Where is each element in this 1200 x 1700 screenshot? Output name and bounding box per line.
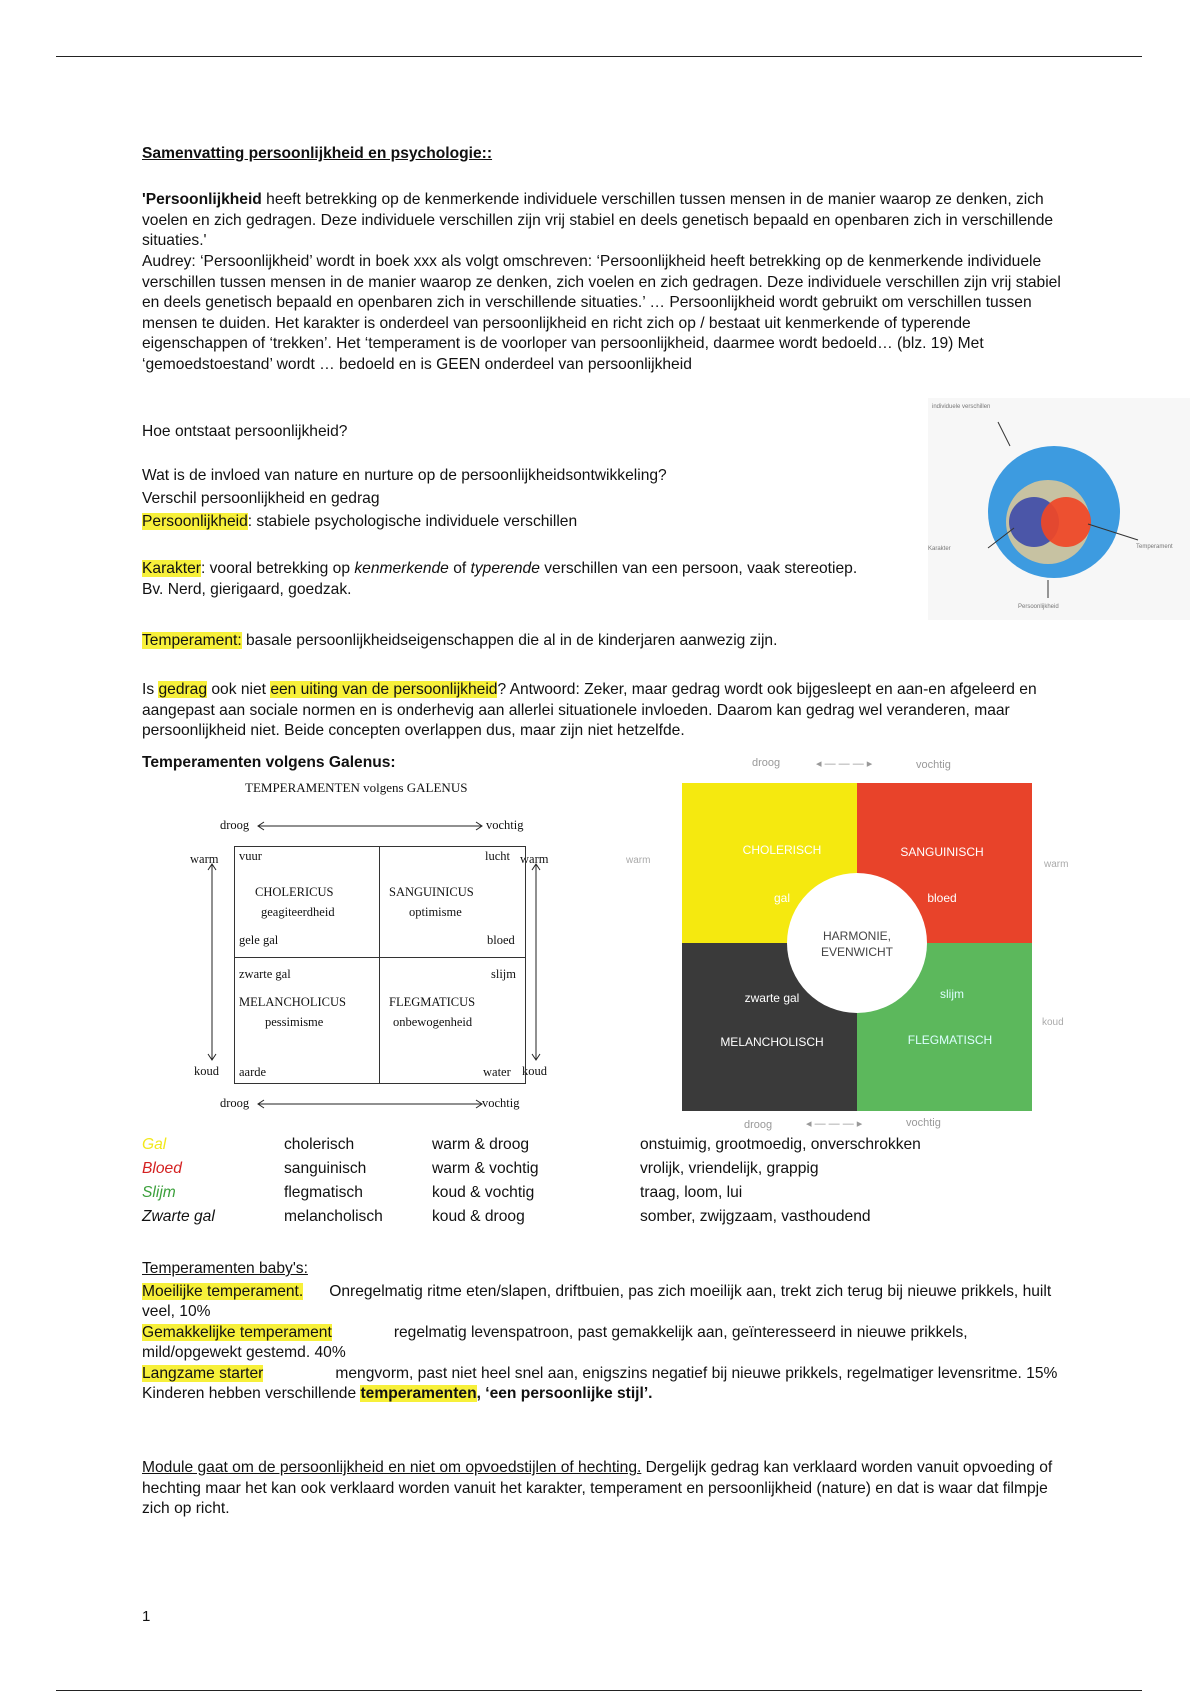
galenus-melancholicus: MELANCHOLICUS [239,995,346,1009]
baby-type-3-term: Langzame starter [142,1364,264,1382]
galenus-bloed: bloed [487,933,515,947]
module-rest: Dergelijk gedrag kan verklaard worden vanuit opvoeding of hechting maar het kan ook verklaard worden vanuit het karakter, temperament en persoonlijkheid (nature) en dat is waar dat filmpje zich op richt. [142,1459,1053,1517]
venn-label-top: individuele verschillen [932,404,991,410]
cq-side-warm-right: warm [1044,859,1069,870]
babies-section [142,1259,1062,1405]
temperament-table [142,1136,1042,1232]
galenus-vochtig-bottom: vochtig [482,1096,520,1110]
temperament-text: basale persoonlijkheidseigenschappen die al in de kinderjaren aanwezig zijn. [241,632,778,649]
table-cell-type: sanguinisch [284,1160,367,1177]
audrey-paragraph: Audrey: ‘Persoonlijkheid’ wordt in boek xxx als volgt omschreven: ‘Persoonlijkheid heeft betrekking op de kenmerkende individuele verschillen tussen mensen in de manier waarop ze denken, zich voelen en zich gedragen. Deze individuele verschillen zijn vrij stabiel en deels genetisch bepaald en openbaren zich in verschillende situaties.’ … Persoonlijkheid wordt gebruikt om verschillen tussen mensen te duiden. Het karakter is onderdeel van persoonlijkheid en richt zich op / bestaat uit kenmerkende of typerende eigenschappen of ‘trekken’. Het ‘temperament is de voorloper van persoonlijkheid, daarmee wordt bedoeld… (blz. 19) Met ‘gemoedstoestand’ wordt … bedoeld en is GEEN onderdeel van persoonlijkheid [142,253,1061,373]
galenus-aarde: aarde [239,1065,267,1079]
cq-melancholisch: MELANCHOLISCH [720,1035,824,1049]
galenus-vochtig-top: vochtig [486,818,524,832]
cq-flegmatisch: FLEGMATISCH [907,1033,993,1047]
table-row [142,1184,1042,1208]
kids-highlight: temperamenten [360,1385,477,1402]
table-cell-type: cholerisch [284,1136,355,1153]
baby-type-3-desc: mengvorm, past niet heel snel aan, enigszins negatief bij nieuwe prikkels, regelmatiger levensritme. 15% [335,1364,1058,1382]
galenus-slijm: slijm [491,967,517,981]
baby-type-3 [142,1364,1062,1385]
galenus-vuur: vuur [239,849,262,863]
gedrag-text-a: Is [142,681,159,698]
kids-text-a: Kinderen hebben verschillende [142,1385,361,1402]
galenus-droog-top: droog [220,818,250,832]
table-row [142,1136,1042,1160]
cq-top-droog: droog [752,757,781,769]
table-cell-qual: warm & vochtig [432,1160,539,1177]
galenus-heading: Temperamenten volgens Galenus: [142,754,396,771]
module-underlined: Module gaat om de persoonlijkheid en niet om opvoedstijlen of hechting. [142,1459,642,1476]
temperament-term: Temperament: [142,632,242,649]
galenus-koud-right: koud [522,1064,547,1078]
baby-type-2-term: Gemakkelijke temperament [142,1323,332,1341]
cq-top-arrow: ◂ — — — ▸ [816,758,873,770]
cq-bloed: bloed [927,891,957,905]
galenus-title: TEMPERAMENTEN volgens GALENUS [245,780,468,795]
persoonlijkheid-term: Persoonlijkheid [142,513,248,530]
cq-bottom-vochtig: vochtig [906,1117,941,1129]
galenus-warm-left: warm [190,852,219,866]
doc-title: Samenvatting persoonlijkheid en psychologie:: [142,145,493,162]
galenus-droog-bottom: droog [220,1096,250,1110]
karakter-term: Karakter [142,560,201,577]
galenus-melancholicus-sub: pessimisme [265,1015,324,1029]
cq-cholerisch: CHOLERISCH [742,843,822,857]
gedrag-text-b: ook niet [207,681,271,698]
cq-side-warm: warm [626,855,651,866]
karakter-text-c: verschillen van een persoon, vaak stereotiep. Bv. Nerd, gierigaard, goedzak. [142,560,858,598]
table-cell-type: melancholisch [284,1208,383,1225]
cq-bottom-arrow: ◂ — — — ▸ [806,1118,863,1130]
cq-zwarte-gal: zwarte gal [744,991,800,1005]
karakter-italic-1: kenmerkende [354,560,449,577]
karakter-text-a: : vooral betrekking op [200,560,355,577]
question-difference: Verschil persoonlijkheid en gedrag [142,490,380,507]
babies-heading: Temperamenten baby's: [142,1260,308,1277]
galenus-zwarte-gal: zwarte gal [239,967,291,981]
page-number: 1 [142,1608,151,1625]
table-cell-qual: koud & vochtig [432,1184,535,1201]
question-origin: Hoe ontstaat persoonlijkheid? [142,423,348,440]
kids-text-b: , ‘een persoonlijke stijl’. [476,1385,653,1402]
galenus-flegmaticus-sub: onbewogenheid [393,1015,473,1029]
venn-label-bottom: Persoonlijkheid [1018,604,1059,610]
temperament-definition [142,631,777,652]
cq-gal: gal [773,891,790,905]
galenus-water: water [483,1065,511,1079]
cq-center-2: EVENWICHT [821,945,893,959]
venn-label-left: Karakter [928,546,951,552]
karakter-italic-2: typerende [470,560,540,577]
venn-svg [928,398,1190,620]
persoonlijkheid-definition [142,512,577,533]
question-nature-nurture: Wat is de invloed van nature en nurture op de persoonlijkheidsontwikkeling? [142,467,667,484]
baby-type-2 [142,1323,1062,1364]
persoonlijkheid-text: : stabiele psychologische individuele verschillen [247,513,578,530]
galenus-gele-gal: gele gal [239,933,279,947]
karakter-text-b: of [448,560,471,577]
galenus-lucht: lucht [485,849,510,863]
gedrag-paragraph [142,680,1062,742]
cq-sanguinisch: SANGUINISCH [900,845,984,859]
table-cell-qual: warm & droog [432,1136,530,1153]
gedrag-highlight: gedrag [158,681,208,698]
definition-term: 'Persoonlijkheid [142,191,262,208]
galenus-warm-right: warm [520,852,549,866]
karakter-definition [142,559,882,600]
galenus-koud-left: koud [194,1064,219,1078]
venn-diagram [928,398,1190,620]
cq-side-koud: koud [1042,1017,1064,1028]
cq-slijm: slijm [940,987,964,1001]
galenus-sanguinicus-sub: optimisme [409,905,462,919]
definition-paragraph [142,190,1062,252]
baby-type-2-desc: regelmatig levenspatroon, past gemakkelijk aan, geïnteresseerd in nieuwe prikkels, mild/opgewekt gestemd. 40% [142,1323,968,1361]
galenus-cholericus: CHOLERICUS [255,885,334,899]
table-cell-qual: koud & droog [432,1208,525,1225]
galenus-cholericus-sub: geagiteerdheid [261,905,335,919]
table-cell-fluid: Slijm [142,1184,176,1201]
table-row [142,1208,1042,1232]
bottom-rule [56,1690,1142,1691]
table-cell-fluid: Gal [142,1136,167,1153]
cq-grid [682,783,1032,1111]
baby-type-1-term: Moeilijke temperament. [142,1282,304,1300]
kids-sentence [142,1384,1062,1405]
table-cell-type: flegmatisch [284,1184,363,1201]
cq-bottom-droog: droog [744,1119,773,1131]
cq-top-vochtig: vochtig [916,759,951,771]
table-cell-traits: vrolijk, vriendelijk, grappig [640,1160,819,1177]
venn-label-right: Temperament [1136,544,1173,550]
colour-square-diagram [626,755,1076,1135]
baby-type-1 [142,1282,1062,1323]
table-cell-fluid: Bloed [142,1160,182,1177]
table-cell-traits: onstuimig, grootmoedig, onverschrokken [640,1136,921,1153]
uiting-highlight: een uiting van de persoonlijkheid [270,681,498,698]
table-cell-traits: somber, zwijgzaam, vasthoudend [640,1208,871,1225]
galenus-diagram [190,774,550,1114]
galenus-sanguinicus: SANGUINICUS [389,885,474,899]
temperament-table-rows [142,1136,1042,1232]
table-cell-traits: traag, loom, lui [640,1184,743,1201]
venn-temperament-circle [1041,497,1091,547]
table-row [142,1160,1042,1184]
table-cell-fluid: Zwarte gal [142,1208,215,1225]
definition-text: heeft betrekking op de kenmerkende individuele verschillen tussen mensen in de manier waarop ze denken, zich voelen en zich gedragen. Deze individuele verschillen zijn vrij stabiel en deels genetisch bepaald en openbaren zich in verschillende situaties.' [142,191,1054,249]
top-rule [56,56,1142,57]
galenus-grid [234,846,526,1084]
gedrag-text-c: ? Antwoord: Zeker, maar gedrag wordt ook bijgesleept en aan-en afgeleerd en aangepast aan sociale normen en is onderhevig aan allerlei situationele invloeden. Daarom kan gedrag wel veranderen, maar persoonlijkheid niet. Beide concepten overlappen dus, maar zijn niet hetzelfde. [142,681,1037,739]
venn-arrow-top [998,422,1010,446]
galenus-flegmaticus: FLEGMATICUS [389,995,476,1009]
cq-center-1: HARMONIE, [822,929,891,943]
module-paragraph [142,1458,1062,1520]
baby-type-1-desc: Onregelmatig ritme eten/slapen, driftbuien, pas zich moeilijk aan, trekt zich terug bij nieuwe prikkels, huilt veel, 10% [142,1282,1052,1320]
